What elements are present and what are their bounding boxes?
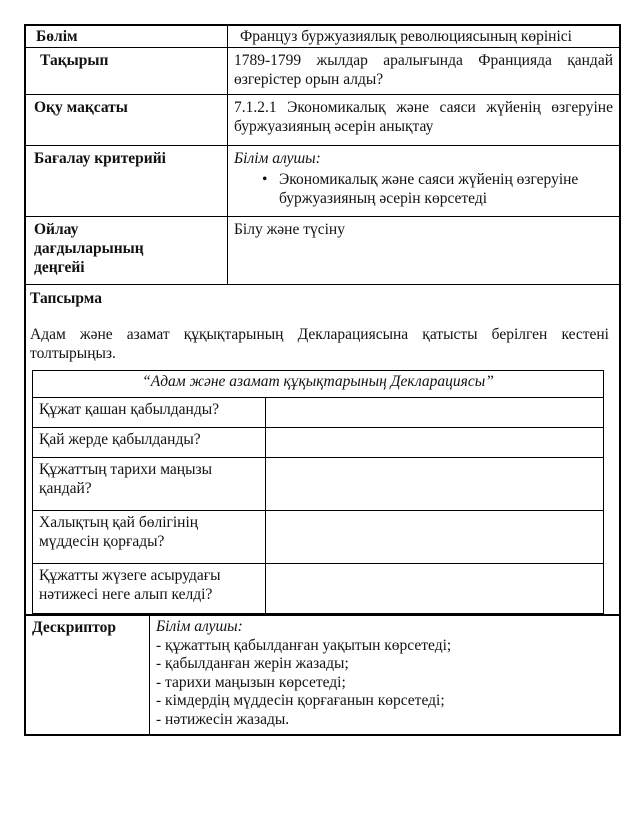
- criteria-value: [228, 146, 621, 217]
- row-descriptor: [25, 615, 620, 735]
- declaration-caption-row: [33, 371, 604, 398]
- descriptor-item: - қабылданған жерін жазады;: [156, 655, 349, 673]
- task-cell: [25, 285, 620, 616]
- topic-value: [228, 48, 621, 95]
- task-text: [30, 325, 613, 363]
- descriptor-row: [26, 616, 619, 734]
- thinking-label-line-1: Ойлау: [34, 221, 79, 238]
- descriptor-item: - тарихи маңызын көрсетеді;: [156, 673, 346, 691]
- task-text-line-2: толтырыңыз.: [30, 345, 116, 362]
- topic-line-1: 1789-1799 жылдар аралығында Францияда қандай: [234, 52, 613, 69]
- descriptor-table: [26, 616, 619, 734]
- criteria-label: Бағалау критерийі: [25, 146, 228, 217]
- descriptor-intro: Білім алушы:: [156, 618, 243, 635]
- question-line-2: қандай?: [39, 480, 92, 497]
- topic-line-2: өзгерістер орын алды?: [234, 71, 384, 88]
- question-line-1: Құжаттың тарихи маңызы: [39, 461, 213, 478]
- row-thinking: [25, 217, 620, 285]
- criteria-list: [262, 170, 613, 208]
- lesson-sheet: [24, 24, 621, 736]
- thinking-label: [25, 217, 228, 285]
- descriptor-wrapper: [25, 615, 620, 735]
- question-line-1: Құжатты жүзеге асырудағы: [39, 567, 221, 584]
- answer-cell[interactable]: [266, 428, 604, 458]
- table-row: [33, 458, 604, 511]
- objective-label: Оқу мақсаты: [25, 95, 228, 146]
- thinking-label-line-3: деңгейі: [34, 259, 85, 276]
- row-section: [25, 25, 620, 48]
- thinking-value: Білу және түсіну: [228, 217, 621, 285]
- criteria-bullet: [262, 170, 613, 208]
- criteria-bullet-line-1: Экономикалық және саяси жүйенің өзгеруіне: [279, 171, 579, 188]
- question-line-1: Халықтың қай бөлігінің: [39, 514, 199, 531]
- lesson-table: [24, 24, 621, 736]
- declaration-caption: “Адам және азамат құқықтарының Декларациясы”: [33, 371, 604, 398]
- answer-cell[interactable]: [266, 458, 604, 511]
- row-objective: [25, 95, 620, 146]
- descriptor-item: - кімдердің мүддесін қорғағанын көрсетеді;: [156, 692, 445, 710]
- table-row: [33, 511, 604, 564]
- criteria-intro: Білім алушы:: [234, 150, 321, 167]
- descriptor-item: - нәтижесін жазады.: [156, 710, 290, 728]
- row-criteria: [25, 146, 620, 217]
- topic-label: Тақырып: [25, 48, 228, 95]
- question-cell: [33, 458, 266, 511]
- objective-line-1: 7.1.2.1 Экономикалық және саяси жүйенің өзгеруіне: [234, 99, 613, 116]
- table-row: [33, 398, 604, 428]
- row-topic: [25, 48, 620, 95]
- question-cell: Қай жерде қабылданды?: [33, 428, 266, 458]
- answer-cell[interactable]: [266, 398, 604, 428]
- task-text-line-1: Адам және азамат құқықтарының Декларациясына қатысты берілген кестені: [30, 326, 609, 343]
- descriptor-label: Дескриптор: [26, 616, 150, 734]
- table-row: [33, 564, 604, 614]
- table-row: [33, 428, 604, 458]
- question-cell: [33, 511, 266, 564]
- row-task: [25, 285, 620, 616]
- answer-cell[interactable]: [266, 511, 604, 564]
- question-line-2: нәтижесі неге алып келді?: [39, 586, 213, 603]
- question-cell: Құжат қашан қабылданды?: [33, 398, 266, 428]
- declaration-table: [32, 370, 604, 614]
- objective-value: [228, 95, 621, 146]
- section-value: Француз буржуазиялық революциясының көрінісі: [228, 25, 621, 48]
- descriptor-value: [150, 616, 620, 734]
- question-line-2: мүддесін қорғады?: [39, 533, 165, 550]
- question-cell: [33, 564, 266, 614]
- descriptor-item: - құжаттың қабылданған уақытын көрсетеді;: [156, 636, 452, 654]
- answer-cell[interactable]: [266, 564, 604, 614]
- task-title: Тапсырма: [30, 290, 102, 307]
- criteria-bullet-line-2: буржуазияның әсерін көрсетеді: [279, 190, 488, 207]
- section-label: Бөлім: [25, 25, 228, 48]
- thinking-label-line-2: дағдыларының: [34, 240, 144, 257]
- objective-line-2: буржуазияның әсерін анықтау: [234, 118, 434, 135]
